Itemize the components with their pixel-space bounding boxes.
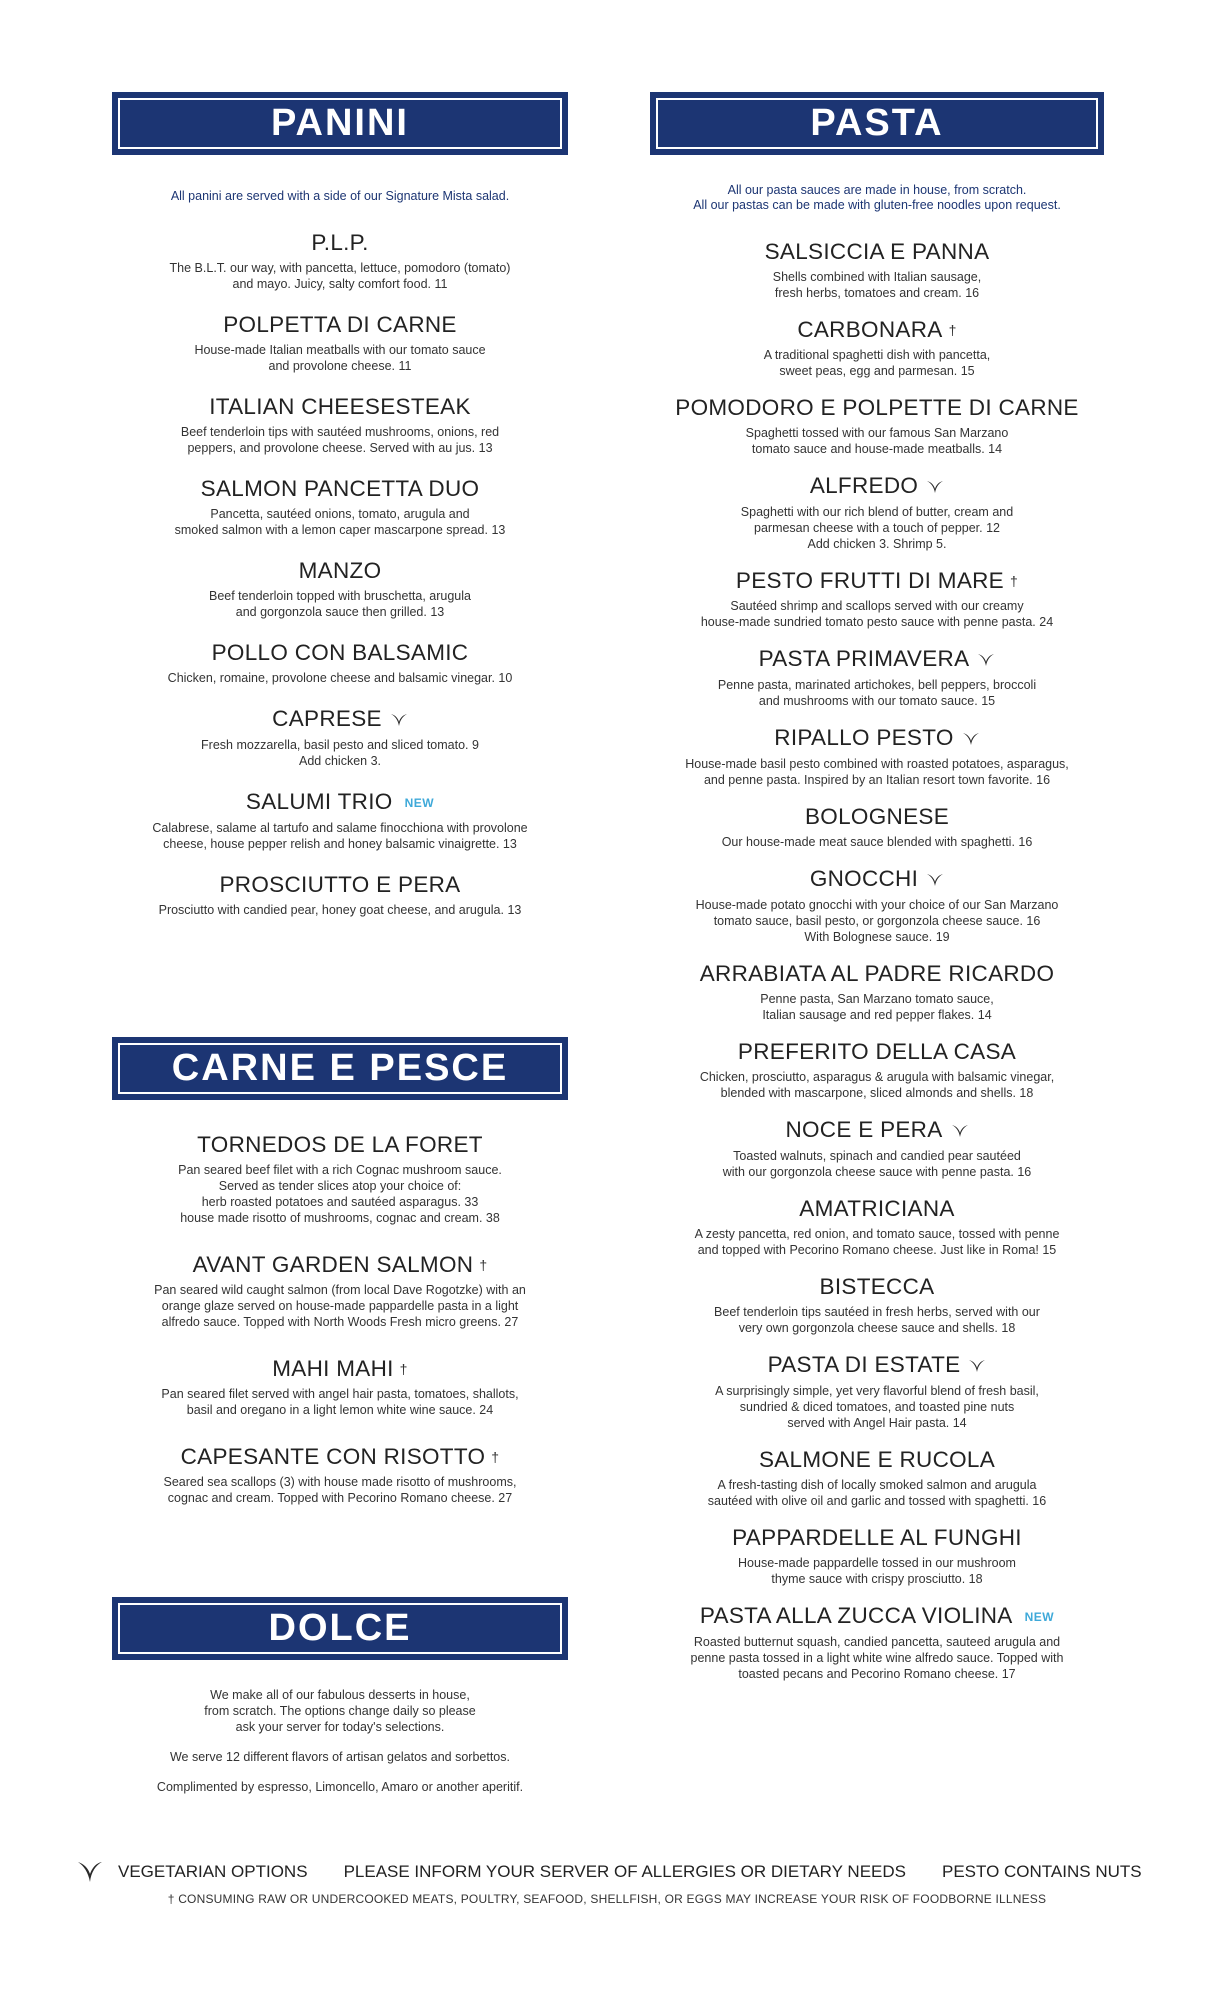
description-line: Pan seared beef filet with a rich Cognac mushroom sauce. [178,1163,502,1177]
description-line: thyme sauce with crispy prosciutto. 18 [771,1572,983,1587]
menu-item [650,395,1104,457]
description-line: House-made pappardelle tossed in our mushroom [738,1556,1016,1571]
menu-item-name [650,725,1104,752]
dolce-line: We make all of our fabulous desserts in house, [210,1688,470,1702]
menu-item-description [650,991,1104,1023]
description-line: penne pasta tossed in a light white wine alfredo sauce. Topped with [690,1651,1064,1666]
description-line: Chicken, romaine, provolone cheese and balsamic vinegar. 10 [167,671,513,685]
description-line: A zesty pancetta, red onion, and tomato sauce, tossed with penne [694,1227,1060,1242]
menu-item-title: NOCE E PERA [785,1117,943,1143]
description-line: A fresh-tasting dish of locally smoked salmon and arugula [717,1478,1037,1493]
description-line: Fresh mozzarella, basil pesto and sliced tomato. 9 [201,738,479,753]
menu-item-name [650,1525,1104,1551]
description-line: house made risotto of mushrooms, cognac and cream. 38 [180,1211,500,1225]
description-line: Pancetta, sautéed onions, tomato, arugula and [210,507,470,521]
footer-disclaimer: † CONSUMING RAW OR UNDERCOOKED MEATS, POULTRY, SEAFOOD, SHELLFISH, OR EGGS MAY INCREASE YOUR RISK OF FOODBORNE ILLNESS [167,1892,1047,1906]
description-line: Add chicken 3. Shrimp 5. [807,537,947,552]
description-line: tomato sauce and house-made meatballs. 14 [751,442,1003,456]
dolce-line: from scratch. The options change daily so please [204,1704,476,1718]
menu-item-title: BISTECCA [819,1274,935,1300]
menu-item-description [650,598,1104,630]
description-line: served with Angel Hair pasta. 14 [787,1416,967,1431]
description-line: Beef tenderloin topped with bruschetta, arugula [209,589,471,603]
menu-item [650,725,1104,788]
menu-item-name [112,230,568,256]
menu-item-name [112,476,568,502]
description-line: Seared sea scallops (3) with house made risotto of mushrooms, [163,1475,517,1489]
menu-item [650,646,1104,709]
menu-item-title: BOLOGNESE [805,804,949,830]
leaf-icon [390,707,408,733]
description-line: Beef tenderloin tips sautéed in fresh herbs, served with our [714,1305,1040,1320]
menu-item-title: PREFERITO DELLA CASA [737,1039,1017,1065]
description-line: A surprisingly simple, yet very flavorful blend of fresh basil, [715,1384,1039,1399]
panini-banner [112,92,568,155]
panini-list [112,230,568,918]
leaf-icon [968,1353,986,1379]
menu-item-description [112,1282,568,1330]
menu-item-description [112,588,568,620]
description-line: and topped with Pecorino Romano cheese. Just like in Roma! 15 [697,1243,1057,1258]
menu-item [112,476,568,538]
menu-item-description [112,424,568,456]
dagger-mark: † [479,1257,488,1273]
menu-item-title: PASTA ALLA ZUCCA VIOLINA [699,1603,1013,1629]
menu-item [112,230,568,292]
menu-item-description [650,756,1104,788]
description-line: and mushrooms with our tomato sauce. 15 [758,694,996,709]
description-line: Prosciutto with candied pear, honey goat cheese, and arugula. 13 [158,903,522,918]
description-line: sweet peas, egg and parmesan. 15 [779,364,975,378]
menu-item [112,706,568,769]
menu-item-title: PASTA DI ESTATE [767,1352,961,1378]
menu-item-description [650,1226,1104,1258]
menu-item [650,1039,1104,1101]
menu-item-description [650,1634,1104,1682]
description-line: tomato sauce, basil pesto, or gorgonzola cheese sauce. 16 [713,914,1041,929]
description-line: The B.L.T. our way, with pancetta, lettuce, pomodoro (tomato) [169,261,511,275]
dolce-title: DOLCE [268,1607,412,1649]
menu-item-title: SALSICCIA E PANNA [764,239,990,264]
menu-item [112,1252,568,1330]
description-line: Roasted butternut squash, candied pancetta, sauteed arugula and [693,1635,1061,1650]
dagger-mark: † [948,322,957,338]
carne-banner [112,1037,568,1100]
menu-item-name [650,961,1104,987]
dolce-paragraph [112,1749,568,1765]
menu-item [650,1447,1104,1509]
leaf-icon [76,1860,104,1884]
menu-item-name [650,239,1104,265]
menu-item [650,1603,1104,1682]
menu-item-title: PASTA PRIMAVERA [758,646,970,672]
menu-item-name [650,646,1104,673]
carne-title: CARNE E PESCE [171,1047,509,1089]
footer-vegetarian: VEGETARIAN OPTIONS [118,1862,308,1881]
description-line: peppers, and provolone cheese. Served with au jus. 13 [187,441,493,455]
menu-item-name [650,317,1104,343]
menu-item [650,1352,1104,1431]
description-line: fresh herbs, tomatoes and cream. 16 [774,286,980,300]
menu-item-description [650,677,1104,709]
new-badge: NEW [1024,1610,1055,1625]
description-line: blended with mascarpone, sliced almonds and shells. 18 [720,1086,1034,1101]
dagger-mark: † [491,1449,500,1465]
menu-item-description [112,260,568,292]
menu-item [650,568,1104,630]
description-line: and penne pasta. Inspired by an Italian resort town favorite. 16 [703,773,1051,788]
footer [0,1860,1214,1906]
menu-item-description [650,1069,1104,1101]
new-badge: NEW [404,796,435,811]
menu-item-name [112,872,568,898]
menu-item-title: PESTO FRUTTI DI MARE [735,568,1004,594]
left-column [112,92,568,1794]
menu-item-name [650,866,1104,893]
menu-item-name [650,804,1104,830]
carne-list [112,1132,568,1506]
menu-item-name [112,789,568,816]
leaf-icon [977,647,995,673]
footer-allergies: PLEASE INFORM YOUR SERVER OF ALLERGIES OR DIETARY NEEDS [343,1862,906,1881]
menu-item-name [650,1447,1104,1473]
description-line: House-made Italian meatballs with our tomato sauce [194,343,486,357]
dagger-mark: † [399,1361,408,1377]
menu-item-description [112,902,568,918]
description-line: and gorgonzola sauce then grilled. 13 [235,605,445,619]
description-line: Our house-made meat sauce blended with spaghetti. 16 [721,835,1033,850]
pasta-banner [650,92,1104,155]
panini-title: PANINI [271,102,409,144]
description-line: cheese, house pepper relish and honey balsamic vinaigrette. 13 [163,837,517,852]
dolce-paragraph [112,1687,568,1735]
menu-item-description [650,834,1104,850]
menu-item-description [650,897,1104,945]
menu-item-description [112,1162,568,1226]
menu-item-name [650,1603,1104,1630]
menu-item-description [650,269,1104,301]
menu-item [650,961,1104,1023]
description-line: Toasted walnuts, spinach and candied pear sautéed [733,1149,1021,1164]
menu-item [650,1117,1104,1180]
description-line: basil and oregano in a light lemon white wine sauce. 24 [186,1403,494,1417]
menu-item-name [650,1274,1104,1300]
menu-item-description [650,1304,1104,1336]
description-line: Served as tender slices atop your choice of: [218,1179,462,1193]
menu-item-description [112,342,568,374]
menu-item-name [650,1352,1104,1379]
menu-item-title: CAPESANTE CON RISOTTO [180,1444,486,1469]
description-line: Spaghetti with our rich blend of butter, cream and [740,505,1014,520]
description-line: herb roasted potatoes and sautéed asparagus. 33 [201,1195,479,1209]
leaf-icon [926,474,944,500]
menu-item [112,640,568,686]
menu-item-title: AMATRICIANA [799,1196,955,1222]
menu-item [650,239,1104,301]
menu-item-description [112,820,568,852]
description-line: Pan seared wild caught salmon (from local Dave Rogotzke) with an [154,1283,526,1297]
description-line: Shells combined with Italian sausage, [772,270,982,284]
description-line: parmesan cheese with a touch of pepper. 12 [754,521,1000,536]
pasta-list [650,239,1104,1682]
description-line: house-made sundried tomato pesto sauce with penne pasta. 24 [700,615,1054,630]
menu-item-name [112,1132,568,1158]
dagger-mark: † [1010,573,1019,590]
menu-item-description [650,1383,1104,1431]
menu-item-title: SALUMI TRIO [245,789,393,815]
description-line: and provolone cheese. 11 [268,359,412,373]
description-line: sundried & diced tomatoes, and toasted pine nuts [739,1400,1015,1415]
menu-item-name [650,395,1104,421]
menu-item-description [650,1148,1104,1180]
description-line: Add chicken 3. [299,754,381,769]
description-line: Calabrese, salame al tartufo and salame finocchiona with provolone [152,821,528,836]
menu-item-title: PAPPARDELLE AL FUNGHI [732,1525,1022,1551]
leaf-icon [951,1118,969,1144]
menu-item-title: ALFREDO [809,473,919,498]
description-line: Penne pasta, marinated artichokes, bell peppers, broccoli [717,678,1037,693]
menu-item-name [650,473,1104,500]
dolce-paragraph [112,1779,568,1795]
menu-item-description [112,670,568,686]
panini-intro: All panini are served with a side of our Signature Mista salad. [170,189,510,203]
description-line: cognac and cream. Topped with Pecorino Romano cheese. 27 [167,1491,513,1505]
menu-item-name [650,568,1104,594]
menu-item-title: POMODORO E POLPETTE DI CARNE [675,395,1079,420]
menu-item [650,473,1104,552]
description-line: Chicken, prosciutto, asparagus & arugula with balsamic vinegar, [699,1070,1055,1085]
description-line: A traditional spaghetti dish with pancetta, [763,348,991,362]
menu-item [650,1196,1104,1258]
menu-item-title: ITALIAN CHEESESTEAK [209,394,471,419]
description-line: orange glaze served on house-made pappardelle pasta in a light [161,1299,519,1313]
menu-item-description [112,506,568,538]
description-line: sautéed with olive oil and garlic and tossed with spaghetti. 16 [707,1494,1047,1509]
leaf-icon [962,726,980,752]
pasta-intro-line: All our pasta sauces are made in house, from scratch. [727,183,1027,197]
menu-item-name [112,1444,568,1470]
description-line: Beef tenderloin tips with sautéed mushrooms, onions, red [180,425,500,439]
menu-item [112,872,568,918]
footer-legend [0,1860,1214,1884]
pasta-intro [650,183,1104,213]
description-line: and mayo. Juicy, salty comfort food. 11 [232,277,448,291]
menu-item-title: MAHI MAHI [272,1356,394,1381]
menu-item-description [112,737,568,769]
menu-item-title: TORNEDOS DE LA FORET [197,1132,483,1157]
menu-item-description [650,425,1104,457]
menu-item-description [650,347,1104,379]
menu-item-description [650,504,1104,552]
menu-item-title: MANZO [298,558,382,583]
description-line: Pan seared filet served with angel hair pasta, tomatoes, shallots, [161,1387,519,1401]
menu-item-description [112,1386,568,1418]
footer-pesto: PESTO CONTAINS NUTS [941,1862,1142,1881]
description-line: with our gorgonzola cheese sauce with penne pasta. 16 [722,1165,1032,1180]
description-line: Sautéed shrimp and scallops served with our creamy [730,599,1024,614]
menu-item [112,789,568,852]
pasta-title: PASTA [810,102,944,144]
menu-item [650,804,1104,850]
menu-item-name [112,312,568,338]
menu-item [112,1444,568,1506]
dolce-line: We serve 12 different flavors of artisan gelatos and sorbettos. [169,1750,510,1764]
menu-item [650,866,1104,945]
menu-item [650,1274,1104,1336]
description-line: House-made potato gnocchi with your choice of our San Marzano [695,898,1059,913]
menu-item-description [112,1474,568,1506]
leaf-icon [926,867,944,893]
menu-item-title: POLPETTA DI CARNE [223,312,457,337]
menu-item-name [112,1356,568,1382]
menu-item-title: CARBONARA [797,317,943,342]
menu-item-title: SALMONE E RUCOLA [758,1447,996,1473]
menu-item-title: P.L.P. [311,230,369,255]
menu-item [112,1132,568,1226]
description-line: very own gorgonzola cheese sauce and shells. 18 [738,1321,1016,1336]
dolce-banner [112,1597,568,1660]
description-line: Spaghetti tossed with our famous San Marzano [745,426,1009,440]
menu-item-name [112,706,568,733]
menu-item-name [112,640,568,666]
menu-item [112,394,568,456]
description-line: House-made basil pesto combined with roasted potatoes, asparagus, [685,757,1069,772]
menu-item-title: GNOCCHI [809,866,919,892]
right-column [650,92,1104,1682]
menu-item-title: RIPALLO PESTO [774,725,954,751]
menu-item-name [112,1252,568,1278]
menu-item-title: ARRABIATA AL PADRE RICARDO [699,961,1055,987]
menu-item-title: SALMON PANCETTA DUO [200,476,480,501]
dolce-line: ask your server for today's selections. [235,1720,445,1734]
description-line: toasted pecans and Pecorino Romano cheese. 17 [738,1667,1016,1682]
menu-item-name [650,1117,1104,1144]
menu-item-name [112,394,568,420]
menu-item-title: CAPRESE [272,706,382,731]
menu-item [650,317,1104,379]
description-line: Penne pasta, San Marzano tomato sauce, [760,992,994,1007]
menu-item [112,1356,568,1418]
menu-item [112,312,568,374]
pasta-intro-line: All our pastas can be made with gluten-free noodles upon request. [693,198,1061,212]
menu-item-description [650,1477,1104,1509]
menu-item-name [650,1039,1104,1065]
menu-item-title: PROSCIUTTO E PERA [219,872,461,898]
menu-item [112,558,568,620]
menu-item-name [650,1196,1104,1222]
menu-item-title: POLLO CON BALSAMIC [211,640,469,665]
menu-item [650,1525,1104,1587]
dolce-section [112,1687,568,1795]
dolce-line: Complimented by espresso, Limoncello, Amaro or another aperitif. [156,1780,524,1794]
description-line: With Bolognese sauce. 19 [804,930,950,945]
menu-item-title: AVANT GARDEN SALMON [192,1252,474,1277]
description-line: Italian sausage and red pepper flakes. 14 [762,1008,992,1023]
menu-item-description [650,1555,1104,1587]
menu-item-name [112,558,568,584]
description-line: alfredo sauce. Topped with North Woods Fresh micro greens. 27 [161,1315,519,1329]
description-line: smoked salmon with a lemon caper mascarpone spread. 13 [174,523,506,537]
